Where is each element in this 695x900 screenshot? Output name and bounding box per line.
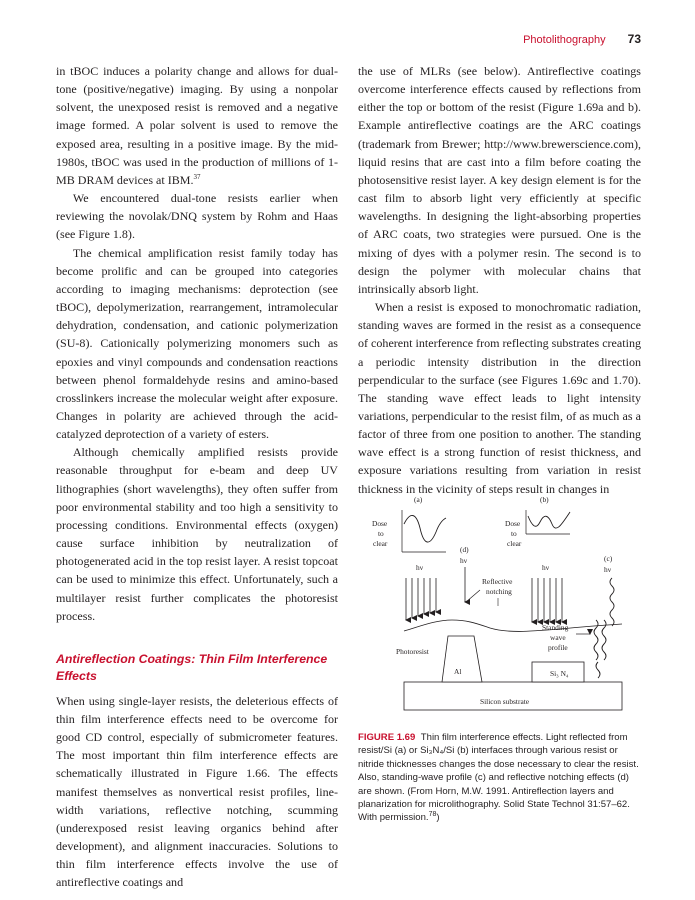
incident-wave-c [610, 578, 614, 626]
hv-label-right: hν [542, 563, 550, 572]
figure-label-c: (c) [604, 554, 613, 563]
figure-1-69 [366, 494, 636, 716]
to-label-b: to [511, 529, 517, 538]
paragraph: When a resist is exposed to monochromatic radiation, standing waves are formed in the resist as a consequence of coherent interference from reflecting substrates creating a periodic intensity distribution in the direction perpendicular to the surface (see Figures 1.69c and 1.70). The standing wave effect leads to light intensity variations, perpendicular to the resist film, of as much as a factor of three from one position to another. The standing wave effect is a strong function of resist thickness, and exposure variations resulting from variation in resist thickness in the vicinity of steps result in changes in [358, 300, 641, 496]
al-label: Al [454, 667, 462, 676]
running-head [523, 32, 641, 46]
caption-reference: 78 [428, 811, 437, 819]
photoresist-surface [404, 620, 622, 631]
paragraph: When using single-layer resists, the deleterious effects of thin film interference effects need to be overcome for good CD control, especially of submicrometer features. The most important thin film interference effects are schematically illustrated in Figure 1.66. The effects manifest themselves as nonvertical resist profiles, line-width variations, reflective notching, scumming (underexposed resist leaving organics behind after development), and alignment inaccuracies. Solutions to thin film interference effects involve the use of antireflective coatings and [56, 693, 338, 890]
dose-curve-b [528, 512, 570, 528]
substrate-label: Silicon substrate [480, 697, 530, 706]
caption-label: FIGURE 1.69 [358, 732, 416, 743]
caption-text: Thin film interference effects. Light reflected from resist/Si (a) or Si₃N₄/Si (b) interfaces through various resist or nitride thicknesses changes the dose necessary to clear the resist. Also, standing-wave profile (c) and reflective notching effects (d) are shown. (From Horn, M.W. 1991. Antireflection layers and planarization for microlithography. Solid State Technol 31:57–62. With permission. [358, 732, 639, 824]
page-number: 73 [627, 32, 641, 46]
clear-label-b: clear [507, 539, 522, 548]
clear-label-a: clear [373, 539, 388, 548]
paragraph: in tBOC induces a polarity change and allows for dual-tone (positive/negative) imaging. By using a nonpolar solvent, the unexposed resist is removed and a negative image formed. A polar solvent is used to remove the exposed area, resulting in a positive image. By the mid-1980s, tBOC was used in the production of millions of 1-MB DRAM devices at IBM.$^{37}$ [56, 64, 338, 187]
reference-marker: 37 [193, 172, 201, 181]
exposure-arrows-right [532, 578, 562, 622]
figure-label-d: (d) [460, 545, 469, 554]
exposure-arrows-left [406, 578, 436, 620]
photoresist-label: Photoresist [396, 647, 429, 656]
notching-label: notching [486, 587, 512, 596]
dose-label-a: Dose [372, 519, 388, 528]
figure-label-a: (a) [414, 495, 423, 504]
hv-label-c: hν [604, 565, 612, 574]
profile-label: profile [548, 643, 568, 652]
al-step [442, 636, 482, 682]
reflective-label: Reflective [482, 577, 513, 586]
thin-film-interference-diagram [366, 494, 636, 716]
figure-label-b: (b) [540, 495, 549, 504]
hv-label-left: hν [416, 563, 424, 572]
wave-label: wave [550, 633, 566, 642]
left-column [56, 62, 338, 892]
running-title: Photolithography [523, 34, 606, 46]
section-heading: Antireflection Coatings: Thin Film Interference Effects [56, 651, 328, 683]
right-column [358, 62, 641, 498]
paragraph: Although chemically amplified resists provide reasonable throughput for e-beam and deep UV lithographies (short wavelengths), they often suffer from poor environmental stability and too high a sensitivity to processing conditions. Environmental effects (oxygen) cause surface inhibition by neutralization of photogenerated acid in the top resist layer. A resist topcoat can be used to minimize this effect. Unfortunately, such a multilayer resist further complicates the photoresist process. [56, 445, 338, 623]
standing-wave-profile-b [602, 620, 606, 660]
paragraph: The chemical amplification resist family today has become prolific and can be grouped into categories according to imaging mechanisms: deprotection (see tBOC), depolymerization, rearrangement, intramolecular dehydration, condensation, and cationic polymerization (SU-8). Cationically polymerizing monomers such as epoxies and vinyl compounds and condensation reactions between phenol formaldehyde resins and amino-based crosslinkers increase the molecular weight after exposure. Changes in polarity are achieved through the acid-catalyzed deprotection of a variety of esters. [56, 245, 338, 442]
si3n4-label: Si₃ N₄ [550, 669, 569, 678]
dose-label-b: Dose [505, 519, 521, 528]
paragraph: We encountered dual-tone resists earlier when reviewing the novolak/DNQ system by Rohm and Haas (see Figure 1.8). [56, 191, 338, 242]
figure-caption: FIGURE 1.69 Thin film interference effects. Light reflected from resist/Si (a) or Si₃N₄/Si (b) interfaces through various resist or nitride thicknesses changes the dose necessary to clear the resist. Also, standing-wave profile (c) and reflective notching effects (d) are shown. (From Horn, M.W. 1991. Antireflection layers and planarization for microlithography. Solid State Technol 31:57–62. With permission.$^{78}$) [358, 732, 639, 824]
dose-curve-a [404, 515, 446, 542]
standing-label: Standing [542, 623, 569, 632]
to-label-a: to [378, 529, 384, 538]
hv-label-d: hν [460, 556, 468, 565]
paragraph: the use of MLRs (see below). Antireflective coatings overcome interference effects caused by reflections from either the top or bottom of the resist (Figure 1.69a and b). Example antireflective coatings are the ARC coatings (trademark from Brewer; http://www.brewerscience.com), liquid resins that are cast into a film before coating the photosensitive resist layer. A key design element is for the cast film to absorb light very efficiently at specific wavelengths. In designing the light-absorbing properties of ARC coats, two strategies were pursued. One is the mixing of dyes with a polymer resin. The second is to design the polymer with molecular chains that intrinsically absorb light. [358, 64, 641, 296]
